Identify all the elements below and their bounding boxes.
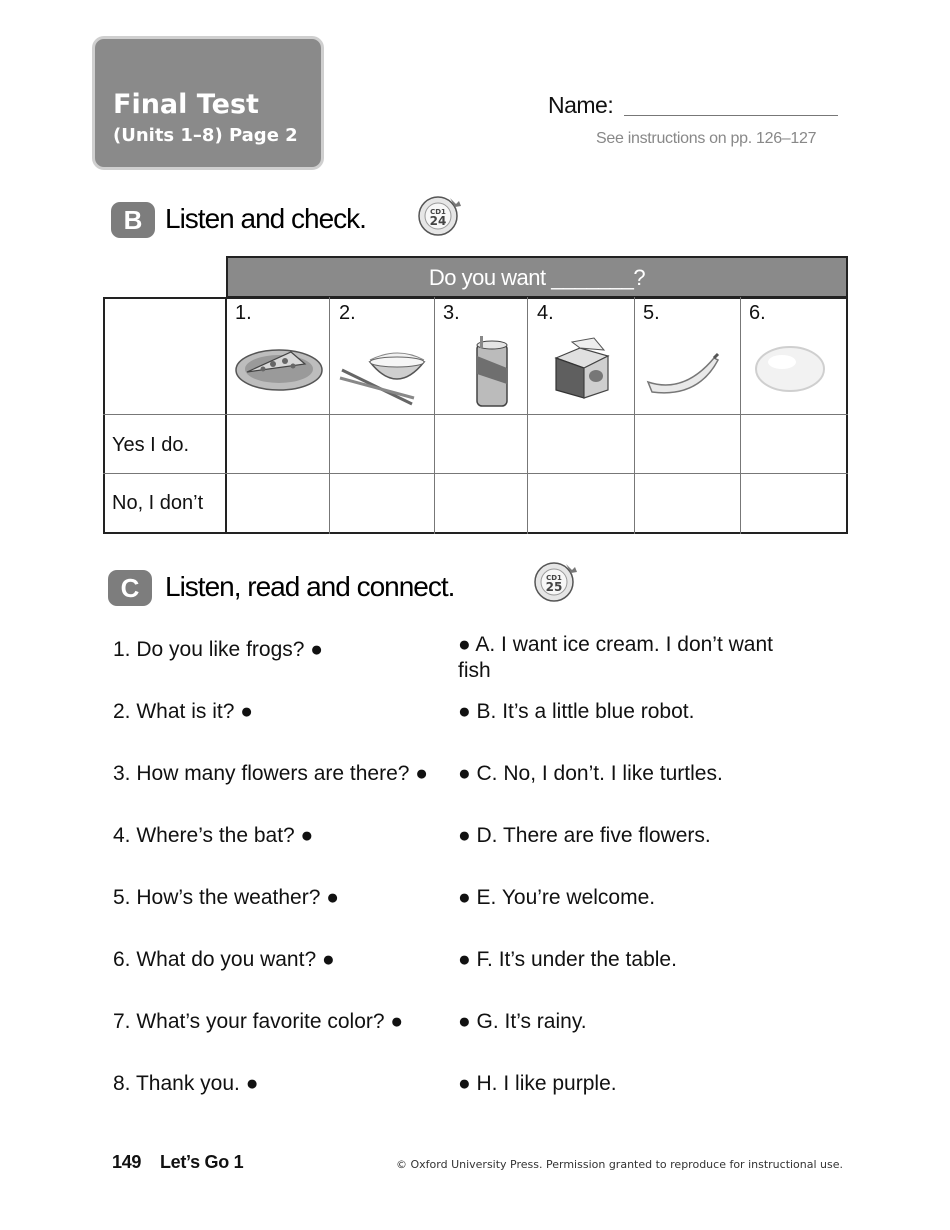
table-divider: [103, 473, 848, 474]
column-number-1: 1.: [235, 302, 252, 324]
answer-g[interactable]: ● G. It’s rainy.: [458, 1010, 587, 1033]
section-c-title: Listen, read and connect.: [165, 571, 455, 602]
page-footer: [112, 1152, 243, 1173]
table-divider: [527, 297, 528, 534]
column-number-4: 4.: [537, 302, 554, 324]
name-field[interactable]: [624, 115, 838, 116]
banana-icon: [644, 352, 722, 400]
answer-b[interactable]: ● B. It’s a little blue robot.: [458, 700, 695, 723]
instructions-note: See instructions on pp. 126–127: [596, 130, 817, 147]
copyright-note: © Oxford University Press. Permission granted to reproduce for instructional use.: [396, 1158, 844, 1171]
rice-icon: [338, 340, 430, 408]
name-label: Name:: [548, 92, 614, 118]
pizza-icon: [233, 342, 325, 398]
column-number-5: 5.: [643, 302, 660, 324]
answer-c[interactable]: ● C. No, I don’t. I like turtles.: [458, 762, 723, 785]
question-6[interactable]: 6. What do you want? ●: [113, 948, 335, 971]
table-divider: [329, 297, 330, 534]
test-subtitle: (Units 1–8) Page 2: [113, 125, 298, 146]
question-5[interactable]: 5. How’s the weather? ●: [113, 886, 339, 909]
column-number-6: 6.: [749, 302, 766, 324]
table-divider: [634, 297, 635, 534]
cd-label: CD1: [430, 208, 446, 216]
section-b-title: Listen and check.: [165, 203, 366, 234]
book-title: Let’s Go 1: [159, 1152, 244, 1172]
question-3[interactable]: 3. How many flowers are there? ●: [113, 762, 428, 785]
row-label-yes: Yes I do.: [112, 434, 190, 456]
answer-a[interactable]: ● A. I want ice cream. I don’t want fish: [458, 633, 773, 682]
question-4[interactable]: 4. Where’s the bat? ●: [113, 824, 314, 847]
egg-icon: [752, 344, 828, 394]
table-divider: [225, 297, 227, 534]
answer-e[interactable]: ● E. You’re welcome.: [458, 886, 656, 909]
column-number-3: 3.: [443, 302, 460, 324]
table-divider: [103, 414, 848, 415]
question-8[interactable]: 8. Thank you. ●: [113, 1072, 259, 1095]
section-b-badge: B: [111, 202, 155, 238]
soda-can-icon: [469, 334, 513, 410]
milk-carton-icon: [550, 336, 630, 402]
question-1[interactable]: 1. Do you like frogs? ●: [113, 638, 323, 661]
cd-icon: [416, 192, 464, 238]
test-title-tab: [92, 36, 324, 170]
question-2[interactable]: 2. What is it? ●: [113, 700, 253, 723]
cd-label: CD1: [546, 574, 562, 582]
cd-icon: [532, 558, 580, 604]
answer-h[interactable]: ● H. I like purple.: [458, 1072, 617, 1095]
table-divider: [740, 297, 741, 534]
row-label-no: No, I don’t: [112, 492, 204, 514]
section-c-badge: C: [108, 570, 152, 606]
cd-track: 24: [429, 214, 447, 228]
test-title: Final Test: [113, 89, 259, 120]
column-number-2: 2.: [339, 302, 356, 324]
page-number: 149: [112, 1152, 142, 1172]
check-table: [103, 297, 848, 534]
answer-f[interactable]: ● F. It’s under the table.: [458, 948, 677, 971]
table-divider: [434, 297, 435, 534]
table-header: Do you want _______?: [226, 256, 848, 298]
cd-track: 25: [545, 580, 563, 594]
question-7[interactable]: 7. What’s your favorite color? ●: [113, 1010, 404, 1033]
answer-d[interactable]: ● D. There are five flowers.: [458, 824, 711, 847]
